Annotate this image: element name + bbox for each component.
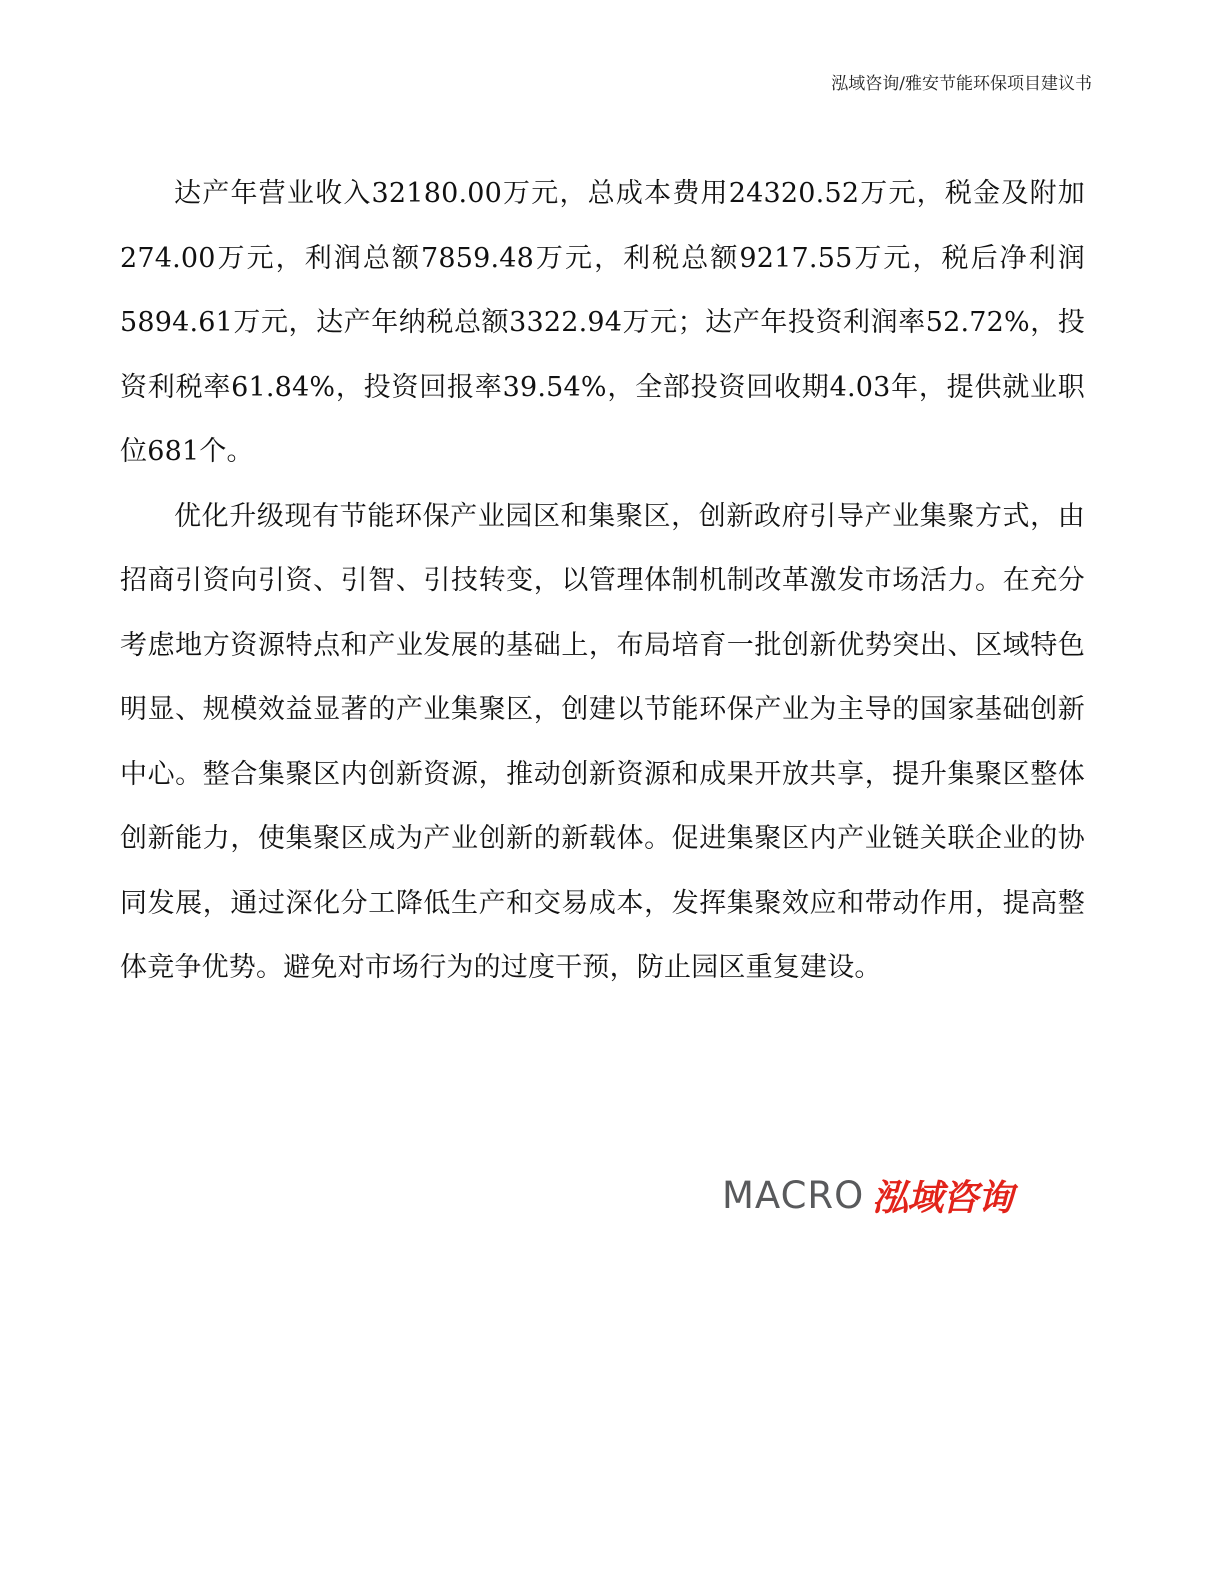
document-body (120, 162, 1085, 1001)
page-header-title: 泓域咨询/雅安节能环保项目建议书 (831, 74, 1092, 94)
paragraph-industry-cluster: 优化升级现有节能环保产业园区和集聚区，创新政府引导产业集聚方式，由招商引资向引资、引智、引技转变，以管理体制机制改革激发市场活力。在充分考虑地方资源特点和产业发展的基础上，布局培育一批创新优势突出、区域特色明显、规模效益显著的产业集聚区，创建以节能环保产业为主导的国家基础创新中心。整合集聚区内创新资源，推动创新资源和成果开放共享，提升集聚区整体创新能力，使集聚区成为产业创新的新载体。促进集聚区内产业链关联企业的协同发展，通过深化分工降低生产和交易成本，发挥集聚效应和带动作用，提高整体竞争优势。避免对市场行为的过度干预，防止园区重复建设。 (120, 500, 1085, 983)
logo-text-cn: 泓域咨询 (872, 1177, 1013, 1219)
macro-logo (722, 1172, 1090, 1218)
paragraph-financial-summary: 达产年营业收入32180.00万元，总成本费用24320.52万元，税金及附加274.00万元，利润总额7859.48万元，利税总额9217.55万元，税后净利润5894.61万元，达产年纳税总额3322.94万元；达产年投资利润率52.72%，投资利税率61.84%，投资回报率39.54%，全部投资回收期4.03年，提供就业职位681个。 (120, 178, 1085, 467)
logo-text-en: MACRO (722, 1173, 865, 1217)
